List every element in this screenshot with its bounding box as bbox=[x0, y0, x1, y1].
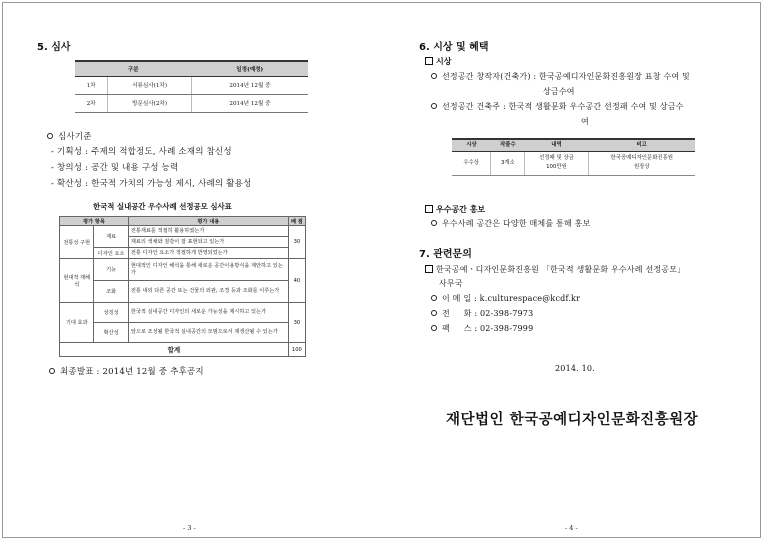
table-row bbox=[60, 323, 306, 343]
eval-header-score: 배 점 bbox=[288, 217, 305, 226]
contact-fax-row: 팩 스 : 02-398-7999 bbox=[431, 323, 533, 334]
criteria-item: - 확산성 : 한국적 가치의 가능성 제시, 사례의 활용성 bbox=[51, 179, 252, 189]
eval-content: 앞으로 조성될 한국적 실내공간의 모범으로서 재생산될 수 있는가 bbox=[128, 323, 288, 343]
schedule-date: 2014년 12월 중 bbox=[191, 94, 308, 112]
schedule-header-date: 일정(예정) bbox=[191, 61, 308, 76]
table-row bbox=[75, 94, 308, 112]
section-6-title: 6. 시상 및 혜택 bbox=[419, 42, 489, 53]
checkbox-square-icon bbox=[425, 265, 433, 273]
eval-item: 상징성 bbox=[94, 303, 128, 323]
schedule-stage: 2차 bbox=[75, 94, 108, 112]
eval-item: 조화 bbox=[94, 281, 128, 303]
bullet-circle-icon bbox=[431, 73, 437, 79]
eval-content: 전통재료를 적절히 활용하였는가 bbox=[128, 226, 288, 237]
table-row bbox=[452, 151, 695, 175]
award-cell-count: 3개소 bbox=[491, 151, 525, 175]
award-item-2: 선정공간 건축주 : 한국적 생활문화 우수공간 선정패 수여 및 상금수 bbox=[431, 101, 684, 112]
organization-name: 재단법인 한국공예디자인문화진흥원장 bbox=[446, 411, 699, 428]
schedule-header-stage: 구분 bbox=[75, 61, 191, 76]
bullet-circle-icon bbox=[431, 103, 437, 109]
contact-org: 한국공예ㆍ디자인문화진흥원 「한국적 생활문화 우수사례 선정공모」 bbox=[425, 264, 685, 275]
bullet-circle-icon bbox=[49, 368, 55, 374]
contact-phone-row: 전 화 : 02-398-7973 bbox=[431, 308, 533, 319]
table-row bbox=[60, 343, 306, 357]
award-cell-detail: 선정패 및 상금 100만원 bbox=[525, 151, 588, 175]
schedule-date: 2014년 12월 중 bbox=[191, 76, 308, 94]
schedule-type: 서류심사(1차) bbox=[108, 76, 192, 94]
award-header-detail: 내역 bbox=[525, 139, 588, 151]
award-header-note: 비고 bbox=[588, 139, 695, 151]
page-number-right: - 4 - bbox=[565, 524, 578, 532]
promo-heading: 우수공간 홍보 bbox=[425, 204, 485, 215]
award-header-count: 작품수 bbox=[491, 139, 525, 151]
eval-content: 전통 내외 다른 공간 또는 건물의 외관, 조경 등과 조화를 이루는가 bbox=[128, 281, 288, 303]
eval-item: 기능 bbox=[94, 259, 128, 281]
contact-email-row: 이 메 일 : k.culturespace@kcdf.kr bbox=[431, 293, 580, 304]
criteria-item: - 기획성 : 주제의 적합정도, 사례 소재의 참신성 bbox=[51, 147, 232, 157]
table-row bbox=[75, 76, 308, 94]
eval-item: 디자인 요소 bbox=[94, 248, 128, 259]
bullet-circle-icon bbox=[431, 295, 437, 301]
award-cell-award: 우수상 bbox=[452, 151, 491, 175]
bullet-circle-icon bbox=[431, 220, 437, 226]
eval-total-score: 100 bbox=[288, 343, 305, 357]
checkbox-square-icon bbox=[425, 205, 433, 213]
eval-score: 40 bbox=[288, 259, 305, 303]
evaluation-table bbox=[59, 216, 306, 357]
document-date: 2014. 10. bbox=[555, 364, 595, 373]
final-announcement: 최종발표 : 2014년 12월 중 추후공지 bbox=[49, 365, 204, 377]
contact-phone: 02-398-7973 bbox=[479, 309, 534, 318]
schedule-table bbox=[75, 60, 308, 113]
section-7-title: 7. 관련문의 bbox=[419, 249, 472, 260]
eval-table-title: 한국적 실내공간 우수사례 선정공모 심사표 bbox=[93, 202, 232, 211]
eval-content: 재료의 색채와 질감이 잘 표현되고 있는가 bbox=[128, 237, 288, 248]
eval-category: 현대적 재해석 bbox=[60, 259, 94, 303]
table-row bbox=[60, 259, 306, 281]
eval-score: 30 bbox=[288, 303, 305, 343]
eval-header-content: 평가 내용 bbox=[128, 217, 288, 226]
award-cell-note: 한국공예디자인문화진흥원 원장상 bbox=[588, 151, 695, 175]
schedule-stage: 1차 bbox=[75, 76, 108, 94]
criteria-item: - 창의성 : 공간 및 내용 구성 능력 bbox=[51, 163, 179, 173]
section-5-title: 5. 심사 bbox=[37, 42, 71, 53]
eval-header-category: 평가 항목 bbox=[60, 217, 129, 226]
award-heading: 시상 bbox=[425, 56, 451, 67]
criteria-heading: 심사기준 bbox=[47, 130, 92, 142]
left-page bbox=[3, 3, 383, 537]
eval-item: 확산성 bbox=[94, 323, 128, 343]
document-frame bbox=[2, 2, 761, 538]
award-item-1-cont: 상금수여 bbox=[543, 87, 575, 96]
eval-category: 전통성 구현 bbox=[60, 226, 94, 259]
table-row bbox=[60, 226, 306, 237]
eval-item: 재료 bbox=[94, 226, 128, 248]
promo-text: 우수사례 공간은 다양한 매체를 통해 홍보 bbox=[431, 218, 591, 229]
eval-score: 30 bbox=[288, 226, 305, 259]
table-row bbox=[60, 248, 306, 259]
bullet-circle-icon bbox=[431, 310, 437, 316]
bullet-circle-icon bbox=[431, 325, 437, 331]
award-item-1: 선정공간 창작자(건축가) : 한국공예디자인문화진흥원장 표창 수여 및 bbox=[431, 71, 690, 82]
award-item-2-cont: 여 bbox=[581, 117, 589, 126]
eval-content: 한국적 실내공간 디자인의 새로운 가능성을 제시하고 있는가 bbox=[128, 303, 288, 323]
bullet-circle-icon bbox=[47, 133, 53, 139]
eval-content: 전통 디자인 요소가 적절하게 반영되었는가 bbox=[128, 248, 288, 259]
checkbox-square-icon bbox=[425, 57, 433, 65]
eval-content: 현대적인 디자인 해석을 통해 새로운 공간이용방식을 제안하고 있는가 bbox=[128, 259, 288, 281]
table-row bbox=[60, 281, 306, 303]
contact-org-cont: 사무국 bbox=[439, 279, 463, 288]
page-number-left: - 3 - bbox=[183, 524, 196, 532]
schedule-type: 방문심사(2차) bbox=[108, 94, 192, 112]
contact-fax: 02-398-7999 bbox=[479, 324, 534, 333]
eval-category: 기대 효과 bbox=[60, 303, 94, 343]
eval-total-label: 합계 bbox=[60, 343, 289, 357]
award-table bbox=[452, 138, 695, 176]
contact-email[interactable]: k.culturespace@kcdf.kr bbox=[479, 294, 581, 303]
award-header-award: 시상 bbox=[452, 139, 491, 151]
table-row bbox=[60, 303, 306, 323]
